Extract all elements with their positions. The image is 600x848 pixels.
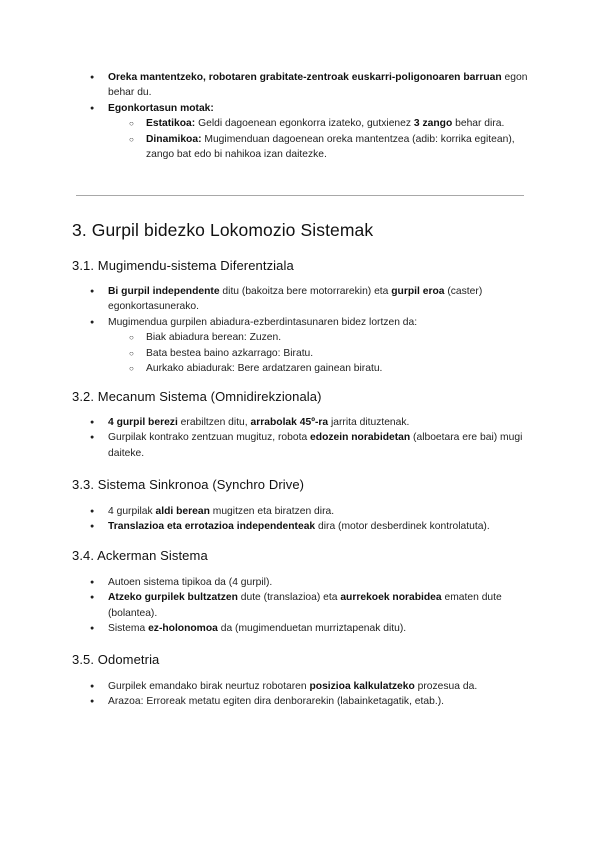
intro-list [0, 70, 600, 162]
text: Aurkako abiadurak: Bere ardatzaren gainean biratu. [146, 363, 383, 375]
text: dira (motor desberdinek kontrolatuta). [315, 521, 490, 533]
sub-bullet-item [0, 116, 600, 131]
text: Mugimendua gurpilen abiadura-ezberdintasunaren bidez lortzen da: [108, 316, 418, 328]
bold-text: arrabolak 45º-ra [250, 417, 329, 428]
bold-text: edozein norabidetan [310, 432, 411, 444]
text: jarrita dituztenak. [328, 417, 410, 428]
section-3-3-body [0, 504, 600, 535]
bullet-item [0, 679, 600, 694]
bullet-item [0, 415, 600, 430]
sub-bullet-item [0, 346, 600, 361]
bullet-item [0, 519, 600, 534]
bullet-item [0, 284, 600, 315]
bullet-item [0, 70, 600, 101]
bullet-item [0, 315, 600, 330]
text: (alboetara ere bai) mugi daiteke. [108, 432, 523, 459]
section-3-3-title: 3.3. Sistema Sinkronoa (Synchro Drive) [72, 477, 305, 492]
bullet-item [0, 621, 600, 636]
bold-text: 4 gurpil berezi [108, 417, 178, 428]
section-3-4-title: 3.4. Ackerman Sistema [72, 548, 208, 563]
text: behar dira. [452, 118, 505, 130]
section-3-3-list [0, 504, 600, 535]
main-heading: 3. Gurpil bidezko Lokomozio Sistemak [72, 220, 374, 240]
sub-bullet-item [0, 361, 600, 376]
text: erabiltzen ditu, [177, 417, 251, 428]
section-3-5-body [0, 679, 600, 710]
bold-text: ez-holonomoa [148, 623, 218, 635]
section-3-4-list [0, 575, 600, 637]
bullet-item [0, 430, 600, 461]
bold-text: gurpil eroa [391, 286, 445, 297]
section-3-2-body [0, 415, 600, 461]
text: Geldi dagoenean egonkorra izateko, gutxienez [195, 118, 414, 130]
text: dute (translazioa) eta [237, 592, 341, 604]
text: Bata bestea baino azkarrago: Biratu. [146, 347, 314, 359]
bold-text: Egonkortasun motak: [108, 102, 214, 114]
bullet-item [0, 694, 600, 709]
section-divider [76, 195, 524, 196]
section-3-2-title: 3.2. Mecanum Sistema (Omnidirekzionala) [72, 389, 322, 404]
text: Sistema [108, 623, 149, 635]
bold-text: Oreka mantentzeko, robotaren grabitate-zentroak euskarri-poligonoaren barruan [108, 72, 502, 83]
text: (caster) egonkortasunerako. [108, 286, 483, 313]
bullet-item [0, 575, 600, 590]
section-3-2-list [0, 415, 600, 461]
sub-bullet-item [0, 330, 600, 345]
bold-text: aldi berean [155, 506, 210, 517]
text: Mugimenduan dagoenean oreka mantentzea (adib: korrika egitean), zango bat edo bi nahikoa izan daitezke. [146, 133, 515, 161]
bold-text: posizioa kalkulatzeko [309, 681, 415, 692]
bullet-item [0, 590, 600, 621]
sub-bullet-item [0, 132, 600, 163]
section-3-4-body [0, 575, 600, 637]
text: Arazoa: Erroreak metatu egiten dira denborarekin (labainketagatik, etab.). [108, 696, 444, 708]
bold-text: Bi gurpil independente [108, 286, 220, 297]
bold-text: Dinamikoa: [146, 133, 202, 145]
text: 4 gurpilak [108, 506, 156, 517]
bullet-item [0, 101, 600, 116]
section-3-5-list [0, 679, 600, 710]
text: mugitzen eta biratzen dira. [209, 506, 335, 517]
text: egon behar du. [108, 72, 528, 99]
text: Autoen sistema tipikoa da (4 gurpil). [108, 577, 273, 588]
section-3-1-body [0, 284, 600, 376]
bold-text: Translazioa eta errotazioa independenteak [108, 521, 316, 533]
bold-text: Estatikoa: [146, 118, 196, 130]
text: Gurpilak kontrako zentzuan mugituz, robota [108, 432, 311, 444]
section-3-1-title: 3.1. Mugimendu-sistema Diferentziala [72, 258, 294, 273]
text: da (mugimenduetan murriztapenak ditu). [217, 623, 407, 635]
intro-section [0, 70, 600, 162]
text: Gurpilek emandako birak neurtuz robotaren [108, 681, 310, 692]
bold-text: 3 zango [413, 118, 453, 130]
text: ditu (bakoitza bere motorrarekin) eta [219, 286, 392, 297]
bold-text: Atzeko gurpilek bultzatzen [108, 592, 238, 604]
section-3-5-title: 3.5. Odometria [72, 652, 160, 667]
text: Biak abiadura berean: Zuzen. [146, 332, 282, 344]
text: prozesua da. [414, 681, 478, 692]
bullet-item [0, 504, 600, 519]
text: ematen dute (bolantea). [108, 592, 502, 619]
bold-text: aurrekoek norabidea [340, 592, 442, 604]
section-3-1-list [0, 284, 600, 376]
